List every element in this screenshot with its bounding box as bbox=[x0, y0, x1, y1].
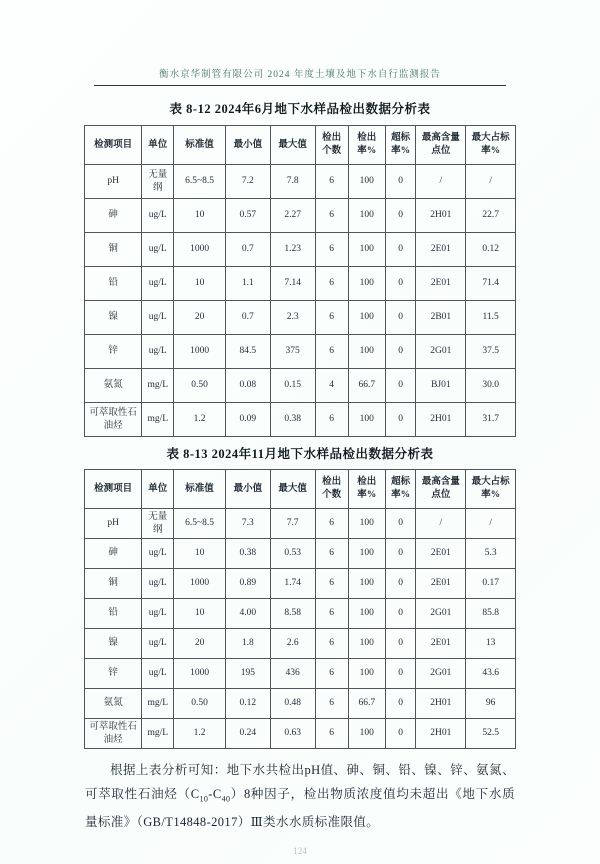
table-cell: 10 bbox=[174, 539, 226, 569]
table-cell: 436 bbox=[270, 659, 315, 689]
column-header: 最高含量点位 bbox=[416, 470, 466, 509]
table-cell: 0 bbox=[385, 719, 416, 749]
table-cell: 2E01 bbox=[416, 267, 466, 301]
table-cell: 0.15 bbox=[270, 369, 315, 403]
header-divider bbox=[94, 85, 506, 86]
table-cell: 100 bbox=[348, 539, 385, 569]
table-cell: 2H01 bbox=[416, 689, 466, 719]
table-cell: 6.5~8.5 bbox=[174, 509, 226, 539]
table-cell: 6 bbox=[315, 165, 348, 199]
table-cell: 0.17 bbox=[466, 569, 516, 599]
column-header: 检测项目 bbox=[85, 126, 142, 165]
table-cell: 0.24 bbox=[225, 719, 270, 749]
table-cell: / bbox=[466, 509, 516, 539]
table-row bbox=[85, 509, 516, 539]
table-cell: ug/L bbox=[142, 569, 174, 599]
table-cell: 0.7 bbox=[225, 301, 270, 335]
table-cell: 砷 bbox=[85, 539, 142, 569]
table-cell: 10 bbox=[174, 267, 226, 301]
table-cell: 1.8 bbox=[225, 629, 270, 659]
page-content bbox=[84, 66, 516, 856]
table-cell: 0 bbox=[385, 569, 416, 599]
table-cell: 2.6 bbox=[270, 629, 315, 659]
table-cell: 7.14 bbox=[270, 267, 315, 301]
table-cell: 0.38 bbox=[225, 539, 270, 569]
table-cell: 2H01 bbox=[416, 199, 466, 233]
table-cell: 0 bbox=[385, 267, 416, 301]
table1-head bbox=[85, 126, 516, 165]
table-cell: 375 bbox=[270, 335, 315, 369]
table-row bbox=[85, 689, 516, 719]
table-row bbox=[85, 539, 516, 569]
paragraph-text: -C bbox=[208, 786, 222, 801]
table-cell: 2.27 bbox=[270, 199, 315, 233]
table-cell: 100 bbox=[348, 233, 385, 267]
table-cell: 100 bbox=[348, 335, 385, 369]
table-header-row bbox=[85, 126, 516, 165]
table-cell: 7.2 bbox=[225, 165, 270, 199]
page-number: 124 bbox=[293, 846, 307, 856]
table-cell: / bbox=[416, 165, 466, 199]
table-cell: 85.8 bbox=[466, 599, 516, 629]
table-cell: 0 bbox=[385, 659, 416, 689]
table-cell: ug/L bbox=[142, 301, 174, 335]
column-header: 最大占标率% bbox=[466, 470, 516, 509]
column-header: 最小值 bbox=[225, 126, 270, 165]
table-cell: ug/L bbox=[142, 267, 174, 301]
table-cell: 8.58 bbox=[270, 599, 315, 629]
table-cell: 1.23 bbox=[270, 233, 315, 267]
column-header: 单位 bbox=[142, 470, 174, 509]
table-cell: 0.50 bbox=[174, 369, 226, 403]
table-cell: 0.48 bbox=[270, 689, 315, 719]
table-cell: 0 bbox=[385, 301, 416, 335]
table2-head bbox=[85, 470, 516, 509]
table-cell: 2G01 bbox=[416, 659, 466, 689]
table-cell: 52.5 bbox=[466, 719, 516, 749]
table-row bbox=[85, 267, 516, 301]
table-cell: 0.12 bbox=[225, 689, 270, 719]
table-cell: 0 bbox=[385, 199, 416, 233]
table-cell: 氨氮 bbox=[85, 689, 142, 719]
table-cell: 0.57 bbox=[225, 199, 270, 233]
table-cell: 0.38 bbox=[270, 403, 315, 437]
table-cell: mg/L bbox=[142, 403, 174, 437]
table-cell: 84.5 bbox=[225, 335, 270, 369]
table-cell: 0.53 bbox=[270, 539, 315, 569]
table-cell: 0.50 bbox=[174, 689, 226, 719]
column-header: 标准值 bbox=[174, 470, 226, 509]
table-cell: 6.5~8.5 bbox=[174, 165, 226, 199]
table-cell: 铅 bbox=[85, 267, 142, 301]
table-cell: 96 bbox=[466, 689, 516, 719]
table-cell: 11.5 bbox=[466, 301, 516, 335]
table-cell: 0 bbox=[385, 165, 416, 199]
table2-title: 表 8-13 2024年11月地下水样品检出数据分析表 bbox=[166, 447, 434, 461]
table-cell: BJ01 bbox=[416, 369, 466, 403]
table-cell: 100 bbox=[348, 403, 385, 437]
table-cell: mg/L bbox=[142, 719, 174, 749]
table-cell: ug/L bbox=[142, 629, 174, 659]
table-cell: 0 bbox=[385, 629, 416, 659]
column-header: 最高含量点位 bbox=[416, 126, 466, 165]
table-cell: 100 bbox=[348, 267, 385, 301]
table-cell: 镍 bbox=[85, 629, 142, 659]
table-cell: 1000 bbox=[174, 659, 226, 689]
table-row bbox=[85, 335, 516, 369]
table-cell: 20 bbox=[174, 301, 226, 335]
table-cell: 6 bbox=[315, 629, 348, 659]
table-row bbox=[85, 599, 516, 629]
table-cell: 1.1 bbox=[225, 267, 270, 301]
table-cell: 6 bbox=[315, 659, 348, 689]
table-cell: 锌 bbox=[85, 659, 142, 689]
table-cell: 0.12 bbox=[466, 233, 516, 267]
table-cell: 6 bbox=[315, 267, 348, 301]
column-header: 检出个数 bbox=[315, 470, 348, 509]
column-header: 检出率% bbox=[348, 126, 385, 165]
table-cell: pH bbox=[85, 165, 142, 199]
table-cell: mg/L bbox=[142, 369, 174, 403]
table-june-2024 bbox=[84, 125, 516, 437]
table-cell: / bbox=[466, 165, 516, 199]
table-cell: 6 bbox=[315, 719, 348, 749]
table-cell: 铜 bbox=[85, 233, 142, 267]
table-cell: 无量纲 bbox=[142, 509, 174, 539]
table-cell: 2.3 bbox=[270, 301, 315, 335]
table-cell: 0 bbox=[385, 509, 416, 539]
table-cell: 6 bbox=[315, 539, 348, 569]
table-cell: 43.6 bbox=[466, 659, 516, 689]
table-cell: 100 bbox=[348, 509, 385, 539]
table-cell: 可萃取性石油烃 bbox=[85, 403, 142, 437]
table-cell: 0 bbox=[385, 403, 416, 437]
table-row bbox=[85, 629, 516, 659]
table-cell: 13 bbox=[466, 629, 516, 659]
table-cell: 100 bbox=[348, 301, 385, 335]
table-cell: 10 bbox=[174, 599, 226, 629]
table-cell: ug/L bbox=[142, 233, 174, 267]
table-cell: 0 bbox=[385, 539, 416, 569]
table-cell: 100 bbox=[348, 165, 385, 199]
table-cell: 5.3 bbox=[466, 539, 516, 569]
table-cell: 2H01 bbox=[416, 719, 466, 749]
table-cell: 6 bbox=[315, 569, 348, 599]
table-cell: 66.7 bbox=[348, 369, 385, 403]
table-row bbox=[85, 369, 516, 403]
table-cell: mg/L bbox=[142, 689, 174, 719]
column-header: 超标率% bbox=[385, 126, 416, 165]
table-cell: 31.7 bbox=[466, 403, 516, 437]
table-cell: ug/L bbox=[142, 539, 174, 569]
column-header: 标准值 bbox=[174, 126, 226, 165]
table-cell: 7.8 bbox=[270, 165, 315, 199]
table-cell: 6 bbox=[315, 689, 348, 719]
table-cell: 20 bbox=[174, 629, 226, 659]
table-cell: 0 bbox=[385, 689, 416, 719]
table-cell: 1.2 bbox=[174, 403, 226, 437]
subscript-text: 10 bbox=[199, 794, 209, 803]
table-cell: 铅 bbox=[85, 599, 142, 629]
column-header: 最小值 bbox=[225, 470, 270, 509]
table-cell: ug/L bbox=[142, 659, 174, 689]
table-cell: 100 bbox=[348, 629, 385, 659]
table-cell: 0.08 bbox=[225, 369, 270, 403]
table-row bbox=[85, 165, 516, 199]
table-cell: / bbox=[416, 509, 466, 539]
table-cell: 0 bbox=[385, 599, 416, 629]
subscript-text: 40 bbox=[221, 794, 231, 803]
table-cell: 2B01 bbox=[416, 301, 466, 335]
table-row bbox=[85, 403, 516, 437]
table-cell: 100 bbox=[348, 719, 385, 749]
table-cell: 氨氮 bbox=[85, 369, 142, 403]
table-cell: 100 bbox=[348, 659, 385, 689]
table-cell: 1.74 bbox=[270, 569, 315, 599]
column-header: 单位 bbox=[142, 126, 174, 165]
table-cell: 6 bbox=[315, 233, 348, 267]
table-header-row bbox=[85, 470, 516, 509]
table-cell: 0.63 bbox=[270, 719, 315, 749]
table-cell: 2E01 bbox=[416, 539, 466, 569]
table1-body bbox=[85, 165, 516, 437]
table-row bbox=[85, 199, 516, 233]
table-cell: 6 bbox=[315, 301, 348, 335]
table-cell: 7.3 bbox=[225, 509, 270, 539]
table-cell: 1000 bbox=[174, 233, 226, 267]
table-cell: 2G01 bbox=[416, 335, 466, 369]
table-cell: 6 bbox=[315, 403, 348, 437]
table-cell: 22.7 bbox=[466, 199, 516, 233]
paragraph-text: ）8种因子，检出物质浓度值均未超出《地下水质量标准》（GB/T14848-2017）Ⅲ类水水质标准限值。 bbox=[85, 786, 515, 829]
column-header: 检测项目 bbox=[85, 470, 142, 509]
running-header: 衡水京华制管有限公司 2024 年度土壤及地下水自行监测报告 bbox=[159, 70, 441, 80]
table-cell: 0.7 bbox=[225, 233, 270, 267]
column-header: 最大值 bbox=[270, 126, 315, 165]
table-cell: 4 bbox=[315, 369, 348, 403]
table-cell: 0 bbox=[385, 233, 416, 267]
table1-title: 表 8-12 2024年6月地下水样品检出数据分析表 bbox=[169, 102, 431, 116]
table-cell: 66.7 bbox=[348, 689, 385, 719]
table-row bbox=[85, 233, 516, 267]
table-cell: 0.89 bbox=[225, 569, 270, 599]
table-row bbox=[85, 301, 516, 335]
table-cell: 6 bbox=[315, 199, 348, 233]
table-cell: 6 bbox=[315, 335, 348, 369]
table-cell: 100 bbox=[348, 599, 385, 629]
table-cell: 6 bbox=[315, 509, 348, 539]
table-cell: 2E01 bbox=[416, 233, 466, 267]
paragraph-text: 根据上表分析可知：地下水共检出pH值、砷、铜、铅、镍、锌、氨氮、可萃取性石油烃（C bbox=[85, 763, 515, 801]
analysis-paragraph bbox=[85, 759, 515, 834]
table-cell: 锌 bbox=[85, 335, 142, 369]
column-header: 最大值 bbox=[270, 470, 315, 509]
table-cell: ug/L bbox=[142, 335, 174, 369]
table-cell: 7.7 bbox=[270, 509, 315, 539]
table-cell: 71.4 bbox=[466, 267, 516, 301]
table-november-2024 bbox=[84, 469, 516, 749]
column-header: 超标率% bbox=[385, 470, 416, 509]
table-cell: 1000 bbox=[174, 335, 226, 369]
column-header: 检出个数 bbox=[315, 126, 348, 165]
table-cell: ug/L bbox=[142, 599, 174, 629]
table-cell: 砷 bbox=[85, 199, 142, 233]
table-cell: 2H01 bbox=[416, 403, 466, 437]
table-row bbox=[85, 569, 516, 599]
table-cell: ug/L bbox=[142, 199, 174, 233]
table-cell: 6 bbox=[315, 599, 348, 629]
table-cell: 4.00 bbox=[225, 599, 270, 629]
table-cell: 0 bbox=[385, 335, 416, 369]
table-cell: 无量纲 bbox=[142, 165, 174, 199]
table-cell: 铜 bbox=[85, 569, 142, 599]
table-row bbox=[85, 659, 516, 689]
table-cell: 10 bbox=[174, 199, 226, 233]
table-cell: 0 bbox=[385, 369, 416, 403]
table-cell: 1.2 bbox=[174, 719, 226, 749]
column-header: 检出率% bbox=[348, 470, 385, 509]
table-cell: 1000 bbox=[174, 569, 226, 599]
table-cell: 可萃取性石油烃 bbox=[85, 719, 142, 749]
table-cell: 100 bbox=[348, 569, 385, 599]
table-cell: 100 bbox=[348, 199, 385, 233]
table-cell: 2E01 bbox=[416, 569, 466, 599]
table-cell: 2G01 bbox=[416, 599, 466, 629]
table-cell: 30.0 bbox=[466, 369, 516, 403]
table-cell: 镍 bbox=[85, 301, 142, 335]
table-cell: pH bbox=[85, 509, 142, 539]
table-cell: 195 bbox=[225, 659, 270, 689]
column-header: 最大占标率% bbox=[466, 126, 516, 165]
table-row bbox=[85, 719, 516, 749]
table-cell: 37.5 bbox=[466, 335, 516, 369]
table-cell: 0.09 bbox=[225, 403, 270, 437]
table2-body bbox=[85, 509, 516, 749]
table-cell: 2E01 bbox=[416, 629, 466, 659]
